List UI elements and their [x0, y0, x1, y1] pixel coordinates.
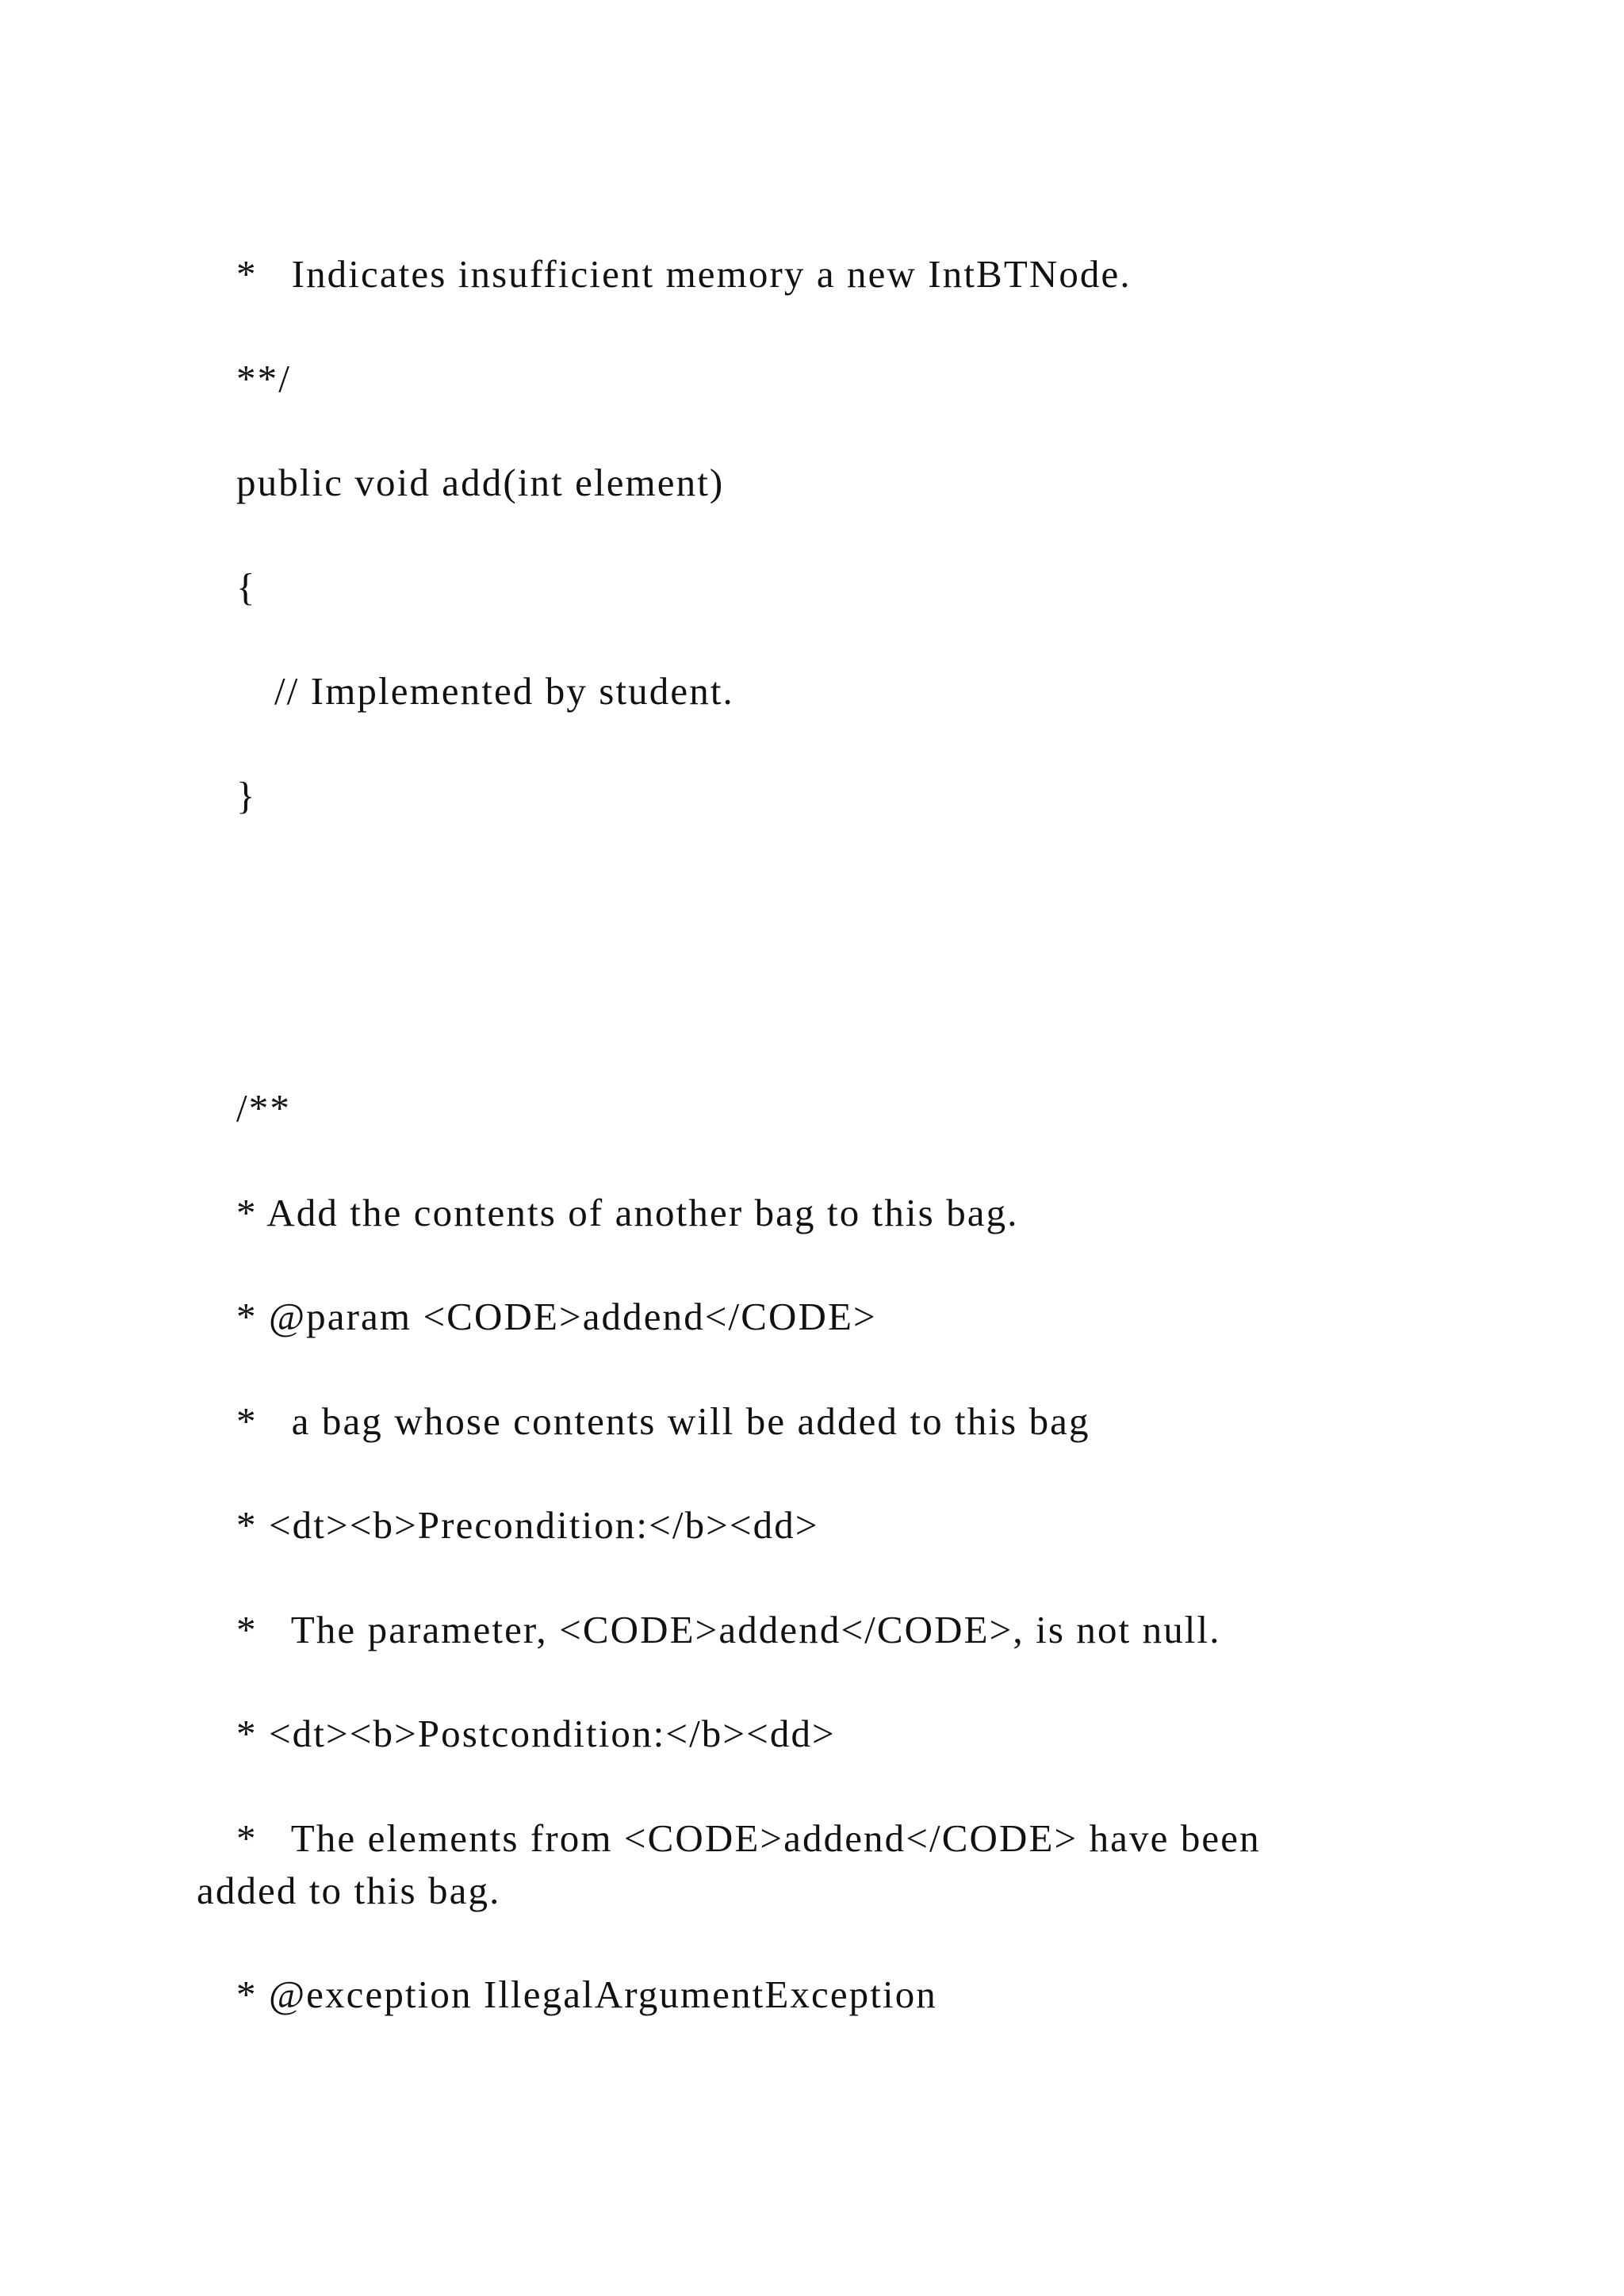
doc-line-12: * The parameter, <CODE>addend</CODE>, is not null.	[236, 1608, 1221, 1651]
doc-line-3: public void add(int element)	[236, 461, 725, 504]
doc-line-1: * Indicates insufficient memory a new IntBTNode.	[236, 252, 1132, 296]
doc-line-4: {	[236, 565, 257, 609]
doc-line-6: }	[236, 774, 257, 817]
doc-line-5: // Implemented by student.	[274, 669, 734, 713]
doc-line-16: * @exception IllegalArgumentException	[236, 1973, 937, 2016]
doc-line-14: * The elements from <CODE>addend</CODE> have been	[236, 1816, 1261, 1860]
doc-line-11: * <dt><b>Precondition:</b><dd>	[236, 1503, 819, 1547]
doc-line-10: * a bag whose contents will be added to this bag	[236, 1399, 1090, 1443]
doc-line-8: * Add the contents of another bag to this bag.	[236, 1191, 1019, 1234]
doc-line-13: * <dt><b>Postcondition:</b><dd>	[236, 1712, 836, 1755]
doc-line-2: **/	[236, 357, 291, 400]
doc-line-7: /**	[236, 1086, 291, 1130]
doc-line-15: added to this bag.	[197, 1869, 501, 1912]
doc-line-9: * @param <CODE>addend</CODE>	[236, 1295, 877, 1338]
